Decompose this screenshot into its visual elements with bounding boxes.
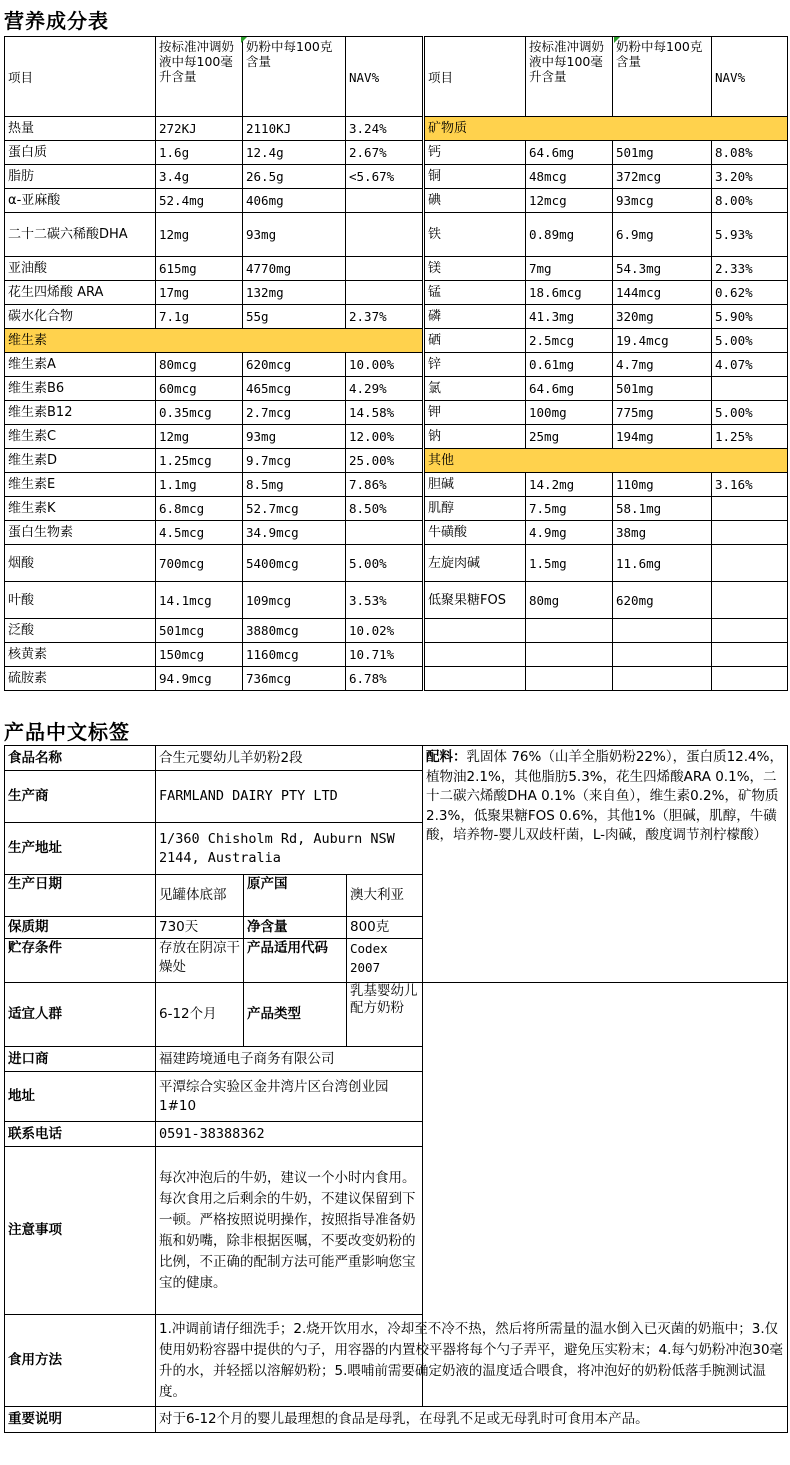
per-100g-value: 4770mg: [243, 257, 346, 281]
nutrient-name: 低聚果糖FOS: [425, 582, 526, 619]
table-row: [425, 141, 788, 165]
left-header-item: 项目: [5, 37, 156, 117]
nutrient-name: 锌: [425, 353, 526, 377]
table-row: [5, 189, 423, 213]
per-100ml-value: 1.5mg: [526, 545, 613, 582]
nutrient-name: 硒: [425, 329, 526, 353]
per-100ml-value: 150mcg: [156, 643, 243, 667]
table-row: [425, 353, 788, 377]
nutrient-name: 热量: [5, 117, 156, 141]
nutrient-name: 蛋白质: [5, 141, 156, 165]
per-100g-value: 132mg: [243, 281, 346, 305]
table-row: [5, 619, 423, 643]
per-100g-value: 109mcg: [243, 582, 346, 619]
usage-text: 1.冲调前请仔细洗手；2.烧开饮用水，冷却至不冷不热，然后将所需量的温水倒入已灭菌的奶瓶中；3.仅使用奶粉容器中提供的勺子，用容器的内置校平器将每个勺子弄平，避免压实粉末；4.每勺奶粉冲泡30毫升的水，并轻摇以溶解奶粉；5.喂哺前需要确定奶液的温度适合喂食，将冲泡好的奶粉低落手腕测试温度。: [156, 1315, 788, 1407]
table-row: [5, 165, 423, 189]
nutrient-name: 维生素E: [5, 473, 156, 497]
table-row: [425, 449, 788, 473]
right-header-powder: 奶粉中每100克含量: [613, 37, 712, 117]
nutrient-name: 二十二碳六稀酸DHA: [5, 213, 156, 257]
nav-value: 5.00%: [346, 545, 423, 582]
right-header-item: 项目: [425, 37, 526, 117]
per-100g-value: 406mg: [243, 189, 346, 213]
nav-value: [712, 643, 788, 667]
section-header: 维生素: [5, 329, 423, 353]
per-100g-value: 144mcg: [613, 281, 712, 305]
per-100g-value: 2.7mcg: [243, 401, 346, 425]
per-100g-value: 9.7mcg: [243, 449, 346, 473]
per-100g-value: [613, 643, 712, 667]
per-100ml-value: 60mcg: [156, 377, 243, 401]
nav-value: 5.90%: [712, 305, 788, 329]
usage-label: 食用方法: [5, 1315, 156, 1407]
ingredients-cell: [423, 746, 788, 983]
per-100ml-value: 0.89mg: [526, 213, 613, 257]
importer-value: 福建跨境通电子商务有限公司: [156, 1047, 423, 1072]
caution-text: 每次冲泡后的牛奶，建议一个小时内食用。每次食用之后剩余的牛奶，不建议保留到下一顿。严格按照说明操作，按照指导准备奶瓶和奶嘴，除非根据医嘱，不要改变奶粉的比例，不正确的配制方法可能严重影响您宝宝的健康。: [156, 1147, 423, 1315]
table-row: [5, 257, 423, 281]
important-note-text: 对于6-12个月的婴儿最理想的食品是母乳，在母乳不足或无母乳时可食用本产品。: [156, 1407, 788, 1433]
per-100g-value: 93mg: [243, 425, 346, 449]
nutrient-name: 铁: [425, 213, 526, 257]
comment-marker: [614, 37, 620, 43]
nutrient-name: 烟酸: [5, 545, 156, 582]
per-100g-value: 26.5g: [243, 165, 346, 189]
nutrient-name: [425, 643, 526, 667]
per-100g-value: [613, 667, 712, 691]
nutrient-name: 肌醇: [425, 497, 526, 521]
nav-value: 7.86%: [346, 473, 423, 497]
nav-value: 25.00%: [346, 449, 423, 473]
nutrient-name: 胆碱: [425, 473, 526, 497]
standard-code-label: 产品适用代码: [244, 939, 347, 983]
table-row: [5, 329, 423, 353]
per-100ml-value: 41.3mg: [526, 305, 613, 329]
nutrient-name: 磷: [425, 305, 526, 329]
nav-value: 12.00%: [346, 425, 423, 449]
importer-address-label: 地址: [5, 1072, 156, 1122]
per-100g-value: 6.9mg: [613, 213, 712, 257]
per-100ml-value: 6.8mcg: [156, 497, 243, 521]
product-type-value: 乳基婴幼儿配方奶粉: [347, 983, 423, 1047]
per-100g-value: 110mg: [613, 473, 712, 497]
table-row: [425, 305, 788, 329]
per-100ml-value: 0.61mg: [526, 353, 613, 377]
table-row: [5, 497, 423, 521]
nutrient-name: 脂肪: [5, 165, 156, 189]
nav-value: [712, 619, 788, 643]
ingredients-label: 配料：: [426, 749, 467, 765]
importer-label: 进口商: [5, 1047, 156, 1072]
per-100g-value: 620mcg: [243, 353, 346, 377]
per-100ml-value: 615mg: [156, 257, 243, 281]
nav-value: 3.20%: [712, 165, 788, 189]
nutrient-name: 蛋白生物素: [5, 521, 156, 545]
per-100ml-value: 4.9mg: [526, 521, 613, 545]
table-row: [5, 667, 423, 691]
producer-label: 生产商: [5, 771, 156, 823]
table-row: [5, 643, 423, 667]
nav-value: 10.00%: [346, 353, 423, 377]
table-row: [5, 582, 423, 619]
per-100ml-value: 700mcg: [156, 545, 243, 582]
per-100g-value: [613, 619, 712, 643]
per-100ml-value: 48mcg: [526, 165, 613, 189]
nutrient-name: 维生素B6: [5, 377, 156, 401]
nutrient-name: 氯: [425, 377, 526, 401]
per-100ml-value: 64.6mg: [526, 141, 613, 165]
producer-value: FARMLAND DAIRY PTY LTD: [156, 771, 423, 823]
per-100g-value: 320mg: [613, 305, 712, 329]
table-row: [425, 165, 788, 189]
audience-value: 6-12个月: [156, 983, 244, 1047]
nav-value: 14.58%: [346, 401, 423, 425]
per-100g-value: 11.6mg: [613, 545, 712, 582]
nav-value: [712, 545, 788, 582]
table-row: [5, 473, 423, 497]
table-row: [425, 582, 788, 619]
per-100ml-value: 12mg: [156, 425, 243, 449]
nav-value: 3.53%: [346, 582, 423, 619]
per-100g-value: 34.9mcg: [243, 521, 346, 545]
per-100g-value: 736mcg: [243, 667, 346, 691]
storage-label: 贮存条件: [5, 939, 156, 983]
nav-value: 5.93%: [712, 213, 788, 257]
shelf-life-value: 730天: [156, 917, 244, 939]
per-100ml-value: 3.4g: [156, 165, 243, 189]
nav-value: [346, 281, 423, 305]
table-row: [425, 257, 788, 281]
nutrient-name: 叶酸: [5, 582, 156, 619]
nav-value: [712, 377, 788, 401]
important-note-label: 重要说明: [5, 1407, 156, 1433]
nutrient-name: 钙: [425, 141, 526, 165]
nav-value: [712, 667, 788, 691]
right-header-liquid: 按标准冲调奶液中每100毫升含量: [526, 37, 613, 117]
nav-value: 10.02%: [346, 619, 423, 643]
left-header-nav: NAV%: [346, 37, 423, 117]
per-100g-value: 8.5mg: [243, 473, 346, 497]
per-100ml-value: 272KJ: [156, 117, 243, 141]
per-100ml-value: [526, 667, 613, 691]
nutrient-name: 泛酸: [5, 619, 156, 643]
product-type-label: 产品类型: [244, 983, 347, 1047]
per-100ml-value: 7mg: [526, 257, 613, 281]
left-header-liquid: 按标准冲调奶液中每100毫升含量: [156, 37, 243, 117]
nutrient-name: 碘: [425, 189, 526, 213]
nutrient-name: 亚油酸: [5, 257, 156, 281]
table-row: [425, 497, 788, 521]
per-100ml-value: 25mg: [526, 425, 613, 449]
nav-value: [346, 257, 423, 281]
per-100ml-value: 12mg: [156, 213, 243, 257]
nutrient-name: 钾: [425, 401, 526, 425]
nav-value: 2.37%: [346, 305, 423, 329]
table-row: [5, 401, 423, 425]
standard-code-value: Codex 2007: [347, 939, 423, 983]
per-100g-value: 620mg: [613, 582, 712, 619]
nav-value: 2.33%: [712, 257, 788, 281]
per-100ml-value: 1.25mcg: [156, 449, 243, 473]
per-100g-value: 58.1mg: [613, 497, 712, 521]
nutrient-name: 维生素C: [5, 425, 156, 449]
storage-value: 存放在阴凉干燥处: [156, 939, 244, 983]
nav-value: 3.24%: [346, 117, 423, 141]
nutrient-name: 维生素K: [5, 497, 156, 521]
nav-value: 5.00%: [712, 401, 788, 425]
per-100ml-value: 4.5mcg: [156, 521, 243, 545]
nav-value: [712, 497, 788, 521]
table-row: [425, 329, 788, 353]
nav-value: [346, 213, 423, 257]
nutrient-name: 左旋肉碱: [425, 545, 526, 582]
per-100g-value: 93mg: [243, 213, 346, 257]
nav-value: 3.16%: [712, 473, 788, 497]
table-row: [425, 377, 788, 401]
table-row: [5, 117, 423, 141]
table-row: [425, 545, 788, 582]
per-100g-value: 54.3mg: [613, 257, 712, 281]
nav-value: 8.50%: [346, 497, 423, 521]
nav-value: 8.00%: [712, 189, 788, 213]
per-100ml-value: 17mg: [156, 281, 243, 305]
nav-value: 0.62%: [712, 281, 788, 305]
per-100ml-value: [526, 643, 613, 667]
food-name-value: 合生元婴幼儿羊奶粉2段: [156, 746, 423, 771]
per-100g-value: 501mg: [613, 377, 712, 401]
per-100g-value: 4.7mg: [613, 353, 712, 377]
address-value: 1/360 Chisholm Rd, Auburn NSW 2144, Australia: [156, 823, 423, 875]
nav-value: [712, 521, 788, 545]
nav-value: 5.00%: [712, 329, 788, 353]
address-label: 生产地址: [5, 823, 156, 875]
per-100g-value: 775mg: [613, 401, 712, 425]
per-100g-value: 12.4g: [243, 141, 346, 165]
nutrient-name: 维生素B12: [5, 401, 156, 425]
per-100ml-value: 2.5mcg: [526, 329, 613, 353]
caution-label: 注意事项: [5, 1147, 156, 1315]
chinese-label-table: [4, 745, 788, 1433]
table-row: [425, 425, 788, 449]
table-row: [5, 353, 423, 377]
per-100ml-value: 80mcg: [156, 353, 243, 377]
production-date-label: 生产日期: [5, 875, 156, 917]
nav-value: 4.29%: [346, 377, 423, 401]
per-100ml-value: 7.5mg: [526, 497, 613, 521]
table-row: [5, 449, 423, 473]
per-100g-value: 1160mcg: [243, 643, 346, 667]
table-row: [5, 281, 423, 305]
net-content-label: 净含量: [244, 917, 347, 939]
phone-label: 联系电话: [5, 1122, 156, 1147]
per-100g-value: 2110KJ: [243, 117, 346, 141]
nutrient-name: 铜: [425, 165, 526, 189]
section-header: 其他: [425, 449, 788, 473]
nutrient-name: 牛磺酸: [425, 521, 526, 545]
per-100ml-value: 7.1g: [156, 305, 243, 329]
table-row: [425, 117, 788, 141]
nutrient-name: 钠: [425, 425, 526, 449]
phone-value: 0591-38388362: [156, 1122, 423, 1147]
per-100ml-value: 18.6mcg: [526, 281, 613, 305]
nav-value: <5.67%: [346, 165, 423, 189]
net-content-value: 800克: [347, 917, 423, 939]
section-header: 矿物质: [425, 117, 788, 141]
per-100g-value: 501mg: [613, 141, 712, 165]
ingredients-text: 乳固体 76%（山羊全脂奶粉22%），蛋白质12.4%，植物油2.1%，其他脂肪5.3%，花生四烯酸ARA 0.1%，二十二碳六烯酸DHA 0.1%（来自鱼），维生素0.2%，矿物质2.3%，低聚果糖FOS 0.6%，其他1%（胆碱，肌醇，牛磺酸，培养物-婴儿双歧杆菌，L-肉碱，酸度调节剂柠檬酸）: [426, 749, 783, 843]
label-title: 产品中文标签: [4, 720, 130, 744]
per-100ml-value: 0.35mcg: [156, 401, 243, 425]
table-row: [5, 521, 423, 545]
per-100g-value: 465mcg: [243, 377, 346, 401]
per-100ml-value: 12mcg: [526, 189, 613, 213]
table-row: [5, 305, 423, 329]
nutrient-name: [425, 667, 526, 691]
per-100ml-value: 94.9mcg: [156, 667, 243, 691]
per-100ml-value: 501mcg: [156, 619, 243, 643]
per-100ml-value: 52.4mg: [156, 189, 243, 213]
per-100ml-value: 100mg: [526, 401, 613, 425]
nutrition-table-left: [4, 36, 423, 691]
table-row: [425, 189, 788, 213]
per-100ml-value: 64.6mg: [526, 377, 613, 401]
nutrient-name: 硫胺素: [5, 667, 156, 691]
nav-value: 6.78%: [346, 667, 423, 691]
audience-label: 适宜人群: [5, 983, 156, 1047]
nutrient-name: 花生四烯酸 ARA: [5, 281, 156, 305]
table-row: [425, 281, 788, 305]
table-row: [425, 473, 788, 497]
per-100ml-value: [526, 619, 613, 643]
nutrient-name: α-亚麻酸: [5, 189, 156, 213]
per-100g-value: 19.4mcg: [613, 329, 712, 353]
nav-value: 8.08%: [712, 141, 788, 165]
nutrition-title: 营养成分表: [4, 9, 109, 33]
per-100g-value: 5400mcg: [243, 545, 346, 582]
per-100ml-value: 1.1mg: [156, 473, 243, 497]
nav-value: 4.07%: [712, 353, 788, 377]
table-row: [425, 213, 788, 257]
table-row: [5, 141, 423, 165]
nutrient-name: 维生素A: [5, 353, 156, 377]
origin-label: 原产国: [244, 875, 347, 917]
per-100ml-value: 1.6g: [156, 141, 243, 165]
nav-value: 1.25%: [712, 425, 788, 449]
per-100g-value: 194mg: [613, 425, 712, 449]
table-row: [425, 643, 788, 667]
nutrient-name: 镁: [425, 257, 526, 281]
table-row: [5, 545, 423, 582]
nav-value: 10.71%: [346, 643, 423, 667]
per-100ml-value: 80mg: [526, 582, 613, 619]
nutrient-name: 维生素D: [5, 449, 156, 473]
production-date-value: 见罐体底部: [156, 875, 244, 917]
nutrient-name: 锰: [425, 281, 526, 305]
nav-value: [346, 189, 423, 213]
food-name-label: 食品名称: [5, 746, 156, 771]
table-row: [425, 619, 788, 643]
per-100g-value: 38mg: [613, 521, 712, 545]
table-row: [5, 213, 423, 257]
table-row: [5, 425, 423, 449]
per-100g-value: 55g: [243, 305, 346, 329]
nutrition-table-right: [424, 36, 788, 691]
comment-marker: [241, 37, 247, 43]
right-header-nav: NAV%: [712, 37, 788, 117]
per-100g-value: 3880mcg: [243, 619, 346, 643]
shelf-life-label: 保质期: [5, 917, 156, 939]
nav-value: 2.67%: [346, 141, 423, 165]
nutrient-name: [425, 619, 526, 643]
table-row: [425, 521, 788, 545]
per-100g-value: 93mcg: [613, 189, 712, 213]
left-header-powder: 奶粉中每100克含量: [243, 37, 346, 117]
table-row: [425, 667, 788, 691]
per-100g-value: 52.7mcg: [243, 497, 346, 521]
nav-value: [346, 521, 423, 545]
per-100ml-value: 14.2mg: [526, 473, 613, 497]
per-100g-value: 372mcg: [613, 165, 712, 189]
table-row: [425, 401, 788, 425]
nav-value: [712, 582, 788, 619]
nutrient-name: 核黄素: [5, 643, 156, 667]
nutrient-name: 碳水化合物: [5, 305, 156, 329]
origin-value: 澳大利亚: [347, 875, 423, 917]
table-row: [5, 377, 423, 401]
per-100ml-value: 14.1mcg: [156, 582, 243, 619]
importer-address-value: 平潭综合实验区金井湾片区台湾创业园1#10: [156, 1072, 423, 1122]
